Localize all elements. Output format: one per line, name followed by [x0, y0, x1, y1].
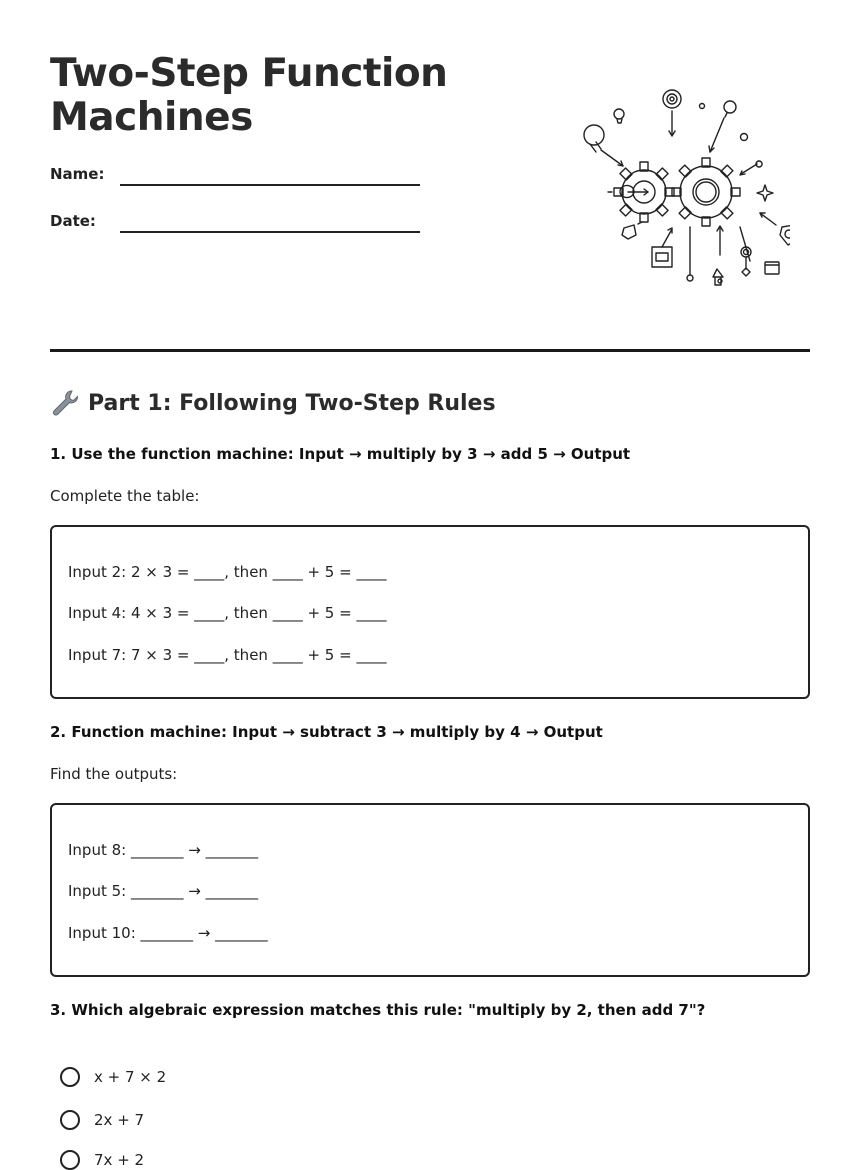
date-line[interactable]: [120, 231, 420, 233]
question-2-box: [50, 803, 810, 977]
name-line[interactable]: [120, 184, 420, 186]
radio-button[interactable]: [60, 1110, 80, 1130]
date-field[interactable]: [50, 212, 420, 236]
answer-line[interactable]: Input 5: _______ → _______: [68, 882, 259, 900]
question-1-instruction: Complete the table:: [50, 487, 200, 505]
question-2-text: 2. Function machine: Input → subtract 3 → multiply by 4 → Output: [50, 723, 603, 741]
option-label: 2x + 7: [94, 1111, 145, 1129]
page-title: Two-Step Function Machines: [50, 51, 448, 140]
option-b[interactable]: [60, 1110, 144, 1130]
radio-button[interactable]: [60, 1150, 80, 1170]
question-2-instruction: Find the outputs:: [50, 765, 178, 783]
question-1-text: 1. Use the function machine: Input → multiply by 3 → add 5 → Output: [50, 445, 631, 463]
name-label: Name:: [50, 165, 105, 183]
answer-line[interactable]: Input 7: 7 × 3 = ____, then ____ + 5 = ____: [68, 646, 387, 664]
wrench-icon: [50, 388, 80, 418]
answer-line[interactable]: Input 10: _______ → _______: [68, 924, 268, 942]
option-a[interactable]: [60, 1067, 166, 1087]
part1-title: Part 1: Following Two-Step Rules: [88, 390, 496, 416]
question-1-box: [50, 525, 810, 699]
option-c[interactable]: [60, 1150, 144, 1170]
part1-heading: [50, 388, 496, 418]
gears-ideas-illustration-icon: [560, 82, 790, 288]
section-divider: [50, 349, 810, 352]
radio-button[interactable]: [60, 1067, 80, 1087]
answer-line[interactable]: Input 4: 4 × 3 = ____, then ____ + 5 = ____: [68, 604, 387, 622]
name-field[interactable]: [50, 165, 420, 189]
option-label: 7x + 2: [94, 1151, 145, 1169]
question-3-text: 3. Which algebraic expression matches this rule: "multiply by 2, then add 7"?: [50, 1001, 706, 1019]
option-label: x + 7 × 2: [94, 1068, 167, 1086]
date-label: Date:: [50, 212, 96, 230]
answer-line[interactable]: Input 2: 2 × 3 = ____, then ____ + 5 = ____: [68, 563, 387, 581]
answer-line[interactable]: Input 8: _______ → _______: [68, 841, 259, 859]
